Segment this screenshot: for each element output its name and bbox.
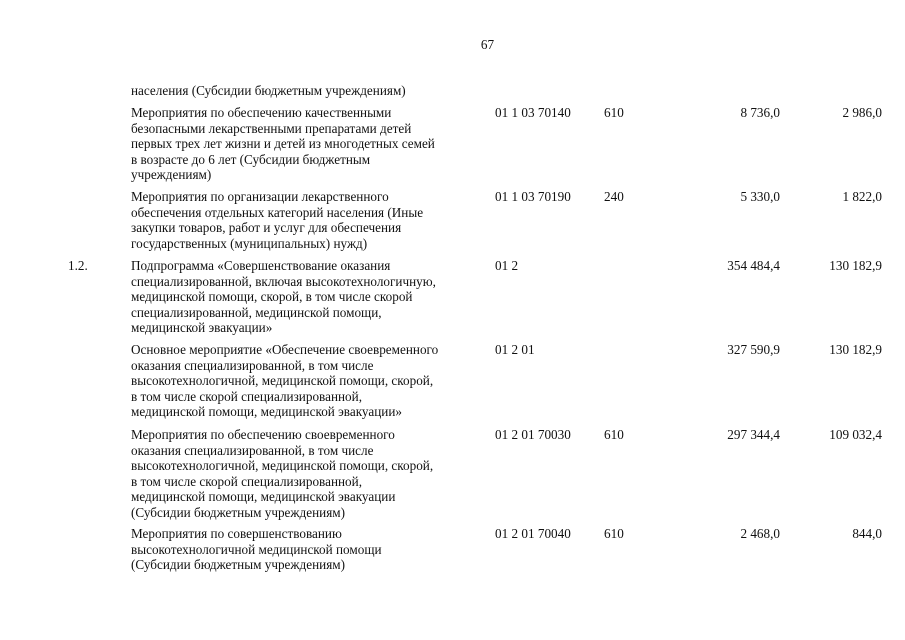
row-value-2: 844,0 bbox=[852, 526, 882, 541]
row-code: 01 2 bbox=[495, 258, 519, 273]
row-value-2: 1 822,0 bbox=[842, 189, 882, 204]
row-value-2: 2 986,0 bbox=[842, 105, 882, 120]
row-name: населения (Субсидии бюджетным учреждениям) bbox=[131, 83, 406, 98]
row-value-1: 354 484,4 bbox=[727, 258, 780, 273]
row-value-2: 130 182,9 bbox=[829, 342, 882, 357]
row-number: 1.2. bbox=[68, 258, 88, 273]
row-type: 610 bbox=[604, 427, 624, 442]
row-value-1: 327 590,9 bbox=[727, 342, 780, 357]
row-code: 01 1 03 70140 bbox=[495, 105, 571, 120]
row-type: 610 bbox=[604, 526, 624, 541]
row-name: Мероприятия по обеспечению своевременного оказания специализированной, в том числе высокотехнологичной, медицинской помощи, скорой, в том числе скорой специализированной, медицинской помощи, медицинской эвакуации (Субсидии бюджетным учреждениям) bbox=[131, 427, 434, 520]
row-name: Подпрограмма «Совершенствование оказания специализированной, включая высокотехнологичную, медицинской помощи, скорой, в том числе скорой специализированной, медицинской помощи, медицинской эвакуации» bbox=[131, 258, 436, 336]
row-name: Мероприятия по совершенствованию высокотехнологичной медицинской помощи (Субсидии бюджетным учреждениям) bbox=[131, 526, 382, 573]
row-value-1: 297 344,4 bbox=[727, 427, 780, 442]
row-code: 01 2 01 bbox=[495, 342, 535, 357]
row-code: 01 1 03 70190 bbox=[495, 189, 571, 204]
row-code: 01 2 01 70030 bbox=[495, 427, 571, 442]
row-name: Основное мероприятие «Обеспечение своевременного оказания специализированной, в том числе высокотехнологичной, медицинской помощи, скорой, в том числе скорой специализированной, медицинской помощи, медицинской эвакуации» bbox=[131, 342, 439, 420]
row-value-1: 8 736,0 bbox=[740, 105, 780, 120]
row-name: Мероприятия по обеспечению качественными безопасными лекарственными препаратами детей первых трех лет жизни и детей из многодетных семей в возрасте до 6 лет (Субсидии бюджетным учреждениям) bbox=[131, 105, 435, 183]
row-name: Мероприятия по организации лекарственного обеспечения отдельных категорий населения (Иные закупки товаров, работ и услуг для обеспечения государственных (муниципальных) нужд) bbox=[131, 189, 424, 251]
row-type: 610 bbox=[604, 105, 624, 120]
row-value-2: 130 182,9 bbox=[829, 258, 882, 273]
row-value-2: 109 032,4 bbox=[829, 427, 882, 442]
row-type: 240 bbox=[604, 189, 624, 204]
page-number: 67 bbox=[480, 37, 495, 52]
row-value-1: 2 468,0 bbox=[740, 526, 780, 541]
row-code: 01 2 01 70040 bbox=[495, 526, 571, 541]
row-value-1: 5 330,0 bbox=[740, 189, 780, 204]
